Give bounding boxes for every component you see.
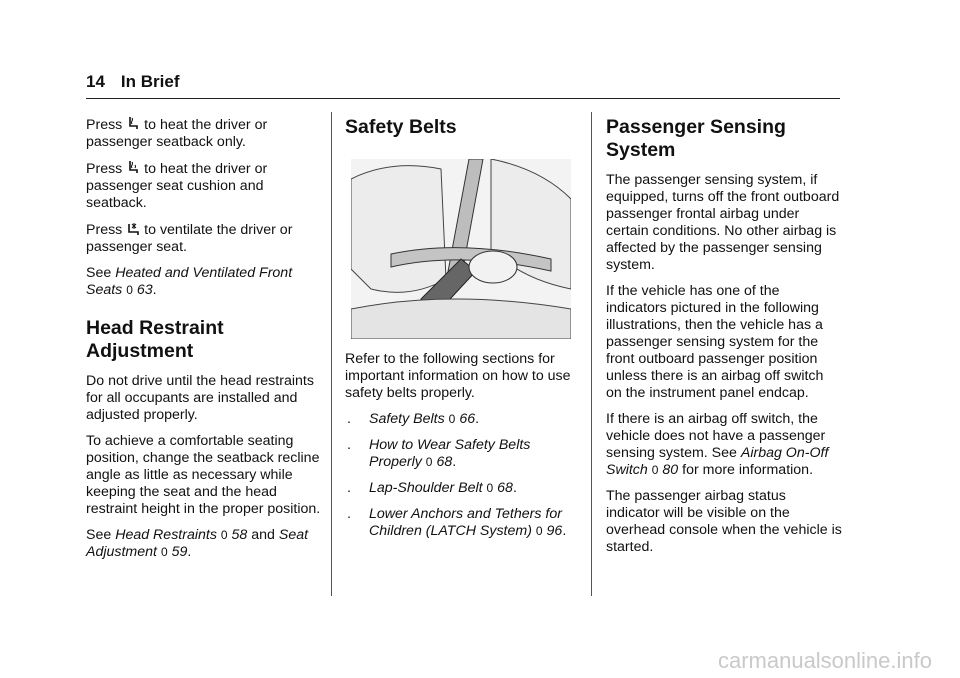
see-head-restraints-reference: See Head Restraints 0 58 and Seat Adjustment 0 59. — [86, 527, 309, 560]
passenger-sensing-description: The passenger sensing system, if equipped, turns off the front outboard passenger frontal airbag under certain conditions. No other airbag is affected by the passenger sensing system. — [606, 172, 840, 273]
ventilate-paragraph: Press to ventilate the driver or passenger seat. — [86, 222, 293, 255]
section-title: In Brief — [120, 72, 180, 91]
page-ref-symbol: 0 — [126, 283, 133, 297]
airbag-status-paragraph: The passenger airbag status indicator will be visible on the overhead console when the vehicle is started. — [606, 488, 842, 555]
lap-shoulder-belt-link[interactable]: Lap-Shoulder Belt — [369, 480, 483, 496]
safety-belt-illustration — [351, 159, 571, 339]
seatback-heat-paragraph: Press to heat the driver or passenger seatback only. — [86, 117, 268, 150]
list-item: . Safety Belts 0 66. — [347, 411, 480, 427]
column-divider-2 — [591, 112, 592, 596]
see-heated-seats-reference: See Heated and Ventilated Front Seats 0 63. — [86, 265, 293, 298]
safety-belts-intro: Refer to the following sections for important information on how to use safety belts properly. — [345, 351, 571, 401]
list-item: . Lower Anchors and Tethers for Children (LATCH System) 0 96. — [347, 506, 567, 539]
seat-cushion-heat-icon — [127, 160, 139, 175]
heated-seats-link[interactable]: Heated and Ventilated Front Seats — [86, 265, 293, 298]
seat-adjustment-link[interactable]: Seat Adjustment — [86, 527, 309, 560]
column-2 — [345, 116, 581, 549]
page-header — [86, 72, 179, 92]
column-1 — [86, 116, 322, 570]
list-item: . Lap-Shoulder Belt 0 68. — [347, 480, 517, 496]
head-restraint-heading: Head Restraint Adjustment — [86, 317, 224, 362]
page-number: 14 — [86, 72, 105, 91]
passenger-sensing-heading: Passenger Sensing System — [606, 116, 786, 161]
wear-safety-belts-link[interactable]: How to Wear Safety Belts Properly — [369, 437, 531, 470]
latch-system-link[interactable]: Lower Anchors and Tethers for Children (LATCH System) — [369, 506, 562, 539]
airbag-switch-paragraph: If there is an airbag off switch, the vehicle does not have a passenger sensing system. See Airbag On-Off Switch 0 80 for more information. — [606, 411, 829, 478]
head-restraint-warning: Do not drive until the head restraints for all occupants are installed and adjusted properly. — [86, 373, 314, 423]
airbag-on-off-switch-link[interactable]: Airbag On-Off Switch — [606, 445, 829, 478]
column-3 — [606, 116, 842, 565]
column-divider-1 — [331, 112, 332, 596]
cushion-heat-paragraph: Press to heat the driver or passenger seat cushion and seatback. — [86, 161, 268, 211]
header-rule — [86, 98, 840, 99]
passenger-sensing-indicators: If the vehicle has one of the indicators pictured in the following illustrations, then the vehicle has a passenger sensing system for the front outboard passenger position unless there is an airbag off switch on the instrument panel endcap. — [606, 283, 824, 401]
head-restraints-link[interactable]: Head Restraints — [115, 527, 217, 543]
buckling-belt-image — [351, 159, 571, 339]
head-restraint-instructions: To achieve a comfortable seating position, change the seatback recline angle as little as necessary while keeping the seat and the head restraint height in the proper position. — [86, 433, 321, 517]
seat-ventilation-icon — [127, 221, 139, 236]
safety-belts-link[interactable]: Safety Belts — [369, 411, 445, 427]
seatback-heat-icon — [127, 116, 139, 131]
safety-belts-heading: Safety Belts — [345, 116, 457, 138]
watermark: carmanualsonline.info — [717, 648, 932, 673]
list-item: . How to Wear Safety Belts Properly 0 68. — [347, 437, 531, 470]
